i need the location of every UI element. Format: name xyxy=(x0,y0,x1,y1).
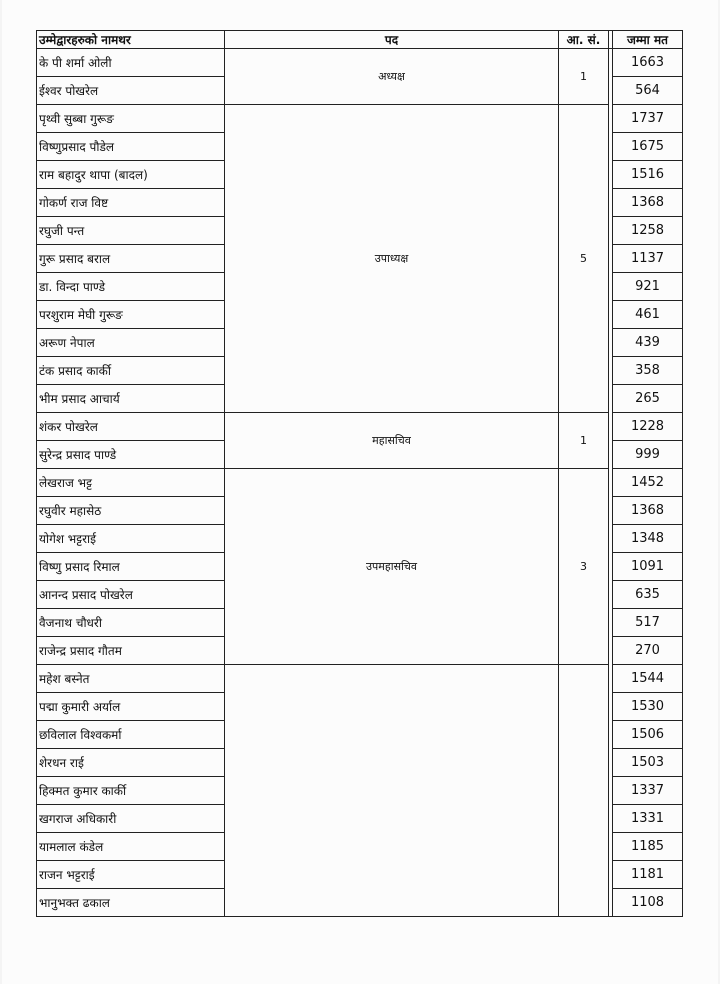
post-cell: उपमहासचिव xyxy=(225,469,559,665)
total-votes: 461 xyxy=(613,301,683,329)
candidate-name: छविलाल विश्वकर्मा xyxy=(37,721,225,749)
candidate-name: वैजनाथ चौधरी xyxy=(37,609,225,637)
candidate-name: शेरधन राई xyxy=(37,749,225,777)
header-post: पद xyxy=(225,31,559,49)
table-row xyxy=(37,469,683,497)
candidate-name: विष्णु प्रसाद रिमाल xyxy=(37,553,225,581)
seats-cell: 5 xyxy=(559,105,609,413)
document-page xyxy=(2,0,718,984)
candidate-name: के पी शर्मा ओली xyxy=(37,49,225,77)
candidate-name: शंकर पोखरेल xyxy=(37,413,225,441)
total-votes: 270 xyxy=(613,637,683,665)
total-votes: 265 xyxy=(613,385,683,413)
total-votes: 1663 xyxy=(613,49,683,77)
total-votes: 564 xyxy=(613,77,683,105)
total-votes: 1337 xyxy=(613,777,683,805)
election-results-table xyxy=(36,30,683,917)
total-votes: 1452 xyxy=(613,469,683,497)
candidate-name: विष्णुप्रसाद पौडेल xyxy=(37,133,225,161)
total-votes: 1737 xyxy=(613,105,683,133)
candidate-name: राजेन्द्र प्रसाद गौतम xyxy=(37,637,225,665)
total-votes: 921 xyxy=(613,273,683,301)
total-votes: 1530 xyxy=(613,693,683,721)
seats-cell xyxy=(559,665,609,917)
candidate-name: रघुवीर महासेठ xyxy=(37,497,225,525)
candidate-name: हिक्मत कुमार कार्की xyxy=(37,777,225,805)
candidate-name: रघुजी पन्त xyxy=(37,217,225,245)
total-votes: 1368 xyxy=(613,189,683,217)
post-cell: महासचिव xyxy=(225,413,559,469)
candidate-name: अरूण नेपाल xyxy=(37,329,225,357)
total-votes: 1258 xyxy=(613,217,683,245)
post-cell: अध्यक्ष xyxy=(225,49,559,105)
seats-cell: 1 xyxy=(559,49,609,105)
total-votes: 517 xyxy=(613,609,683,637)
post-cell xyxy=(225,665,559,917)
table-row xyxy=(37,105,683,133)
header-seats: आ. सं. xyxy=(559,31,609,49)
candidate-name: टंक प्रसाद कार्की xyxy=(37,357,225,385)
total-votes: 358 xyxy=(613,357,683,385)
candidate-name: आनन्द प्रसाद पोखरेल xyxy=(37,581,225,609)
candidate-name: राम बहादुर थापा (बादल) xyxy=(37,161,225,189)
total-votes: 1108 xyxy=(613,889,683,917)
candidate-name: लेखराज भट्ट xyxy=(37,469,225,497)
total-votes: 1185 xyxy=(613,833,683,861)
candidate-name: गोकर्ण राज विष्ट xyxy=(37,189,225,217)
candidate-name: योगेश भट्टराई xyxy=(37,525,225,553)
total-votes: 999 xyxy=(613,441,683,469)
total-votes: 1228 xyxy=(613,413,683,441)
candidate-name: डा. विन्दा पाण्डे xyxy=(37,273,225,301)
total-votes: 1503 xyxy=(613,749,683,777)
candidate-name: महेश बस्नेत xyxy=(37,665,225,693)
candidate-name: राजन भट्टराई xyxy=(37,861,225,889)
total-votes: 439 xyxy=(613,329,683,357)
table-body xyxy=(37,49,683,917)
candidate-name: यामलाल कंडेल xyxy=(37,833,225,861)
total-votes: 1181 xyxy=(613,861,683,889)
total-votes: 1091 xyxy=(613,553,683,581)
header-candidate-name: उम्मेद्वारहरुको नामथर xyxy=(37,31,225,49)
seats-cell: 1 xyxy=(559,413,609,469)
candidate-name: पद्मा कुमारी अर्याल xyxy=(37,693,225,721)
total-votes: 635 xyxy=(613,581,683,609)
total-votes: 1368 xyxy=(613,497,683,525)
seats-cell: 3 xyxy=(559,469,609,665)
candidate-name: खगराज अधिकारी xyxy=(37,805,225,833)
table-row xyxy=(37,665,683,693)
table-row xyxy=(37,413,683,441)
total-votes: 1348 xyxy=(613,525,683,553)
post-cell: उपाध्यक्ष xyxy=(225,105,559,413)
candidate-name: परशुराम मेघी गुरूङ xyxy=(37,301,225,329)
table-row xyxy=(37,49,683,77)
candidate-name: भीम प्रसाद आचार्य xyxy=(37,385,225,413)
header-row xyxy=(37,31,683,49)
total-votes: 1516 xyxy=(613,161,683,189)
total-votes: 1675 xyxy=(613,133,683,161)
candidate-name: ईश्वर पोखरेल xyxy=(37,77,225,105)
total-votes: 1506 xyxy=(613,721,683,749)
candidate-name: गुरू प्रसाद बराल xyxy=(37,245,225,273)
candidate-name: भानुभक्त ढकाल xyxy=(37,889,225,917)
total-votes: 1331 xyxy=(613,805,683,833)
total-votes: 1137 xyxy=(613,245,683,273)
candidate-name: पृथ्वी सुब्बा गुरूङ xyxy=(37,105,225,133)
header-total-votes: जम्मा मत xyxy=(613,31,683,49)
candidate-name: सुरेन्द्र प्रसाद पाण्डे xyxy=(37,441,225,469)
total-votes: 1544 xyxy=(613,665,683,693)
